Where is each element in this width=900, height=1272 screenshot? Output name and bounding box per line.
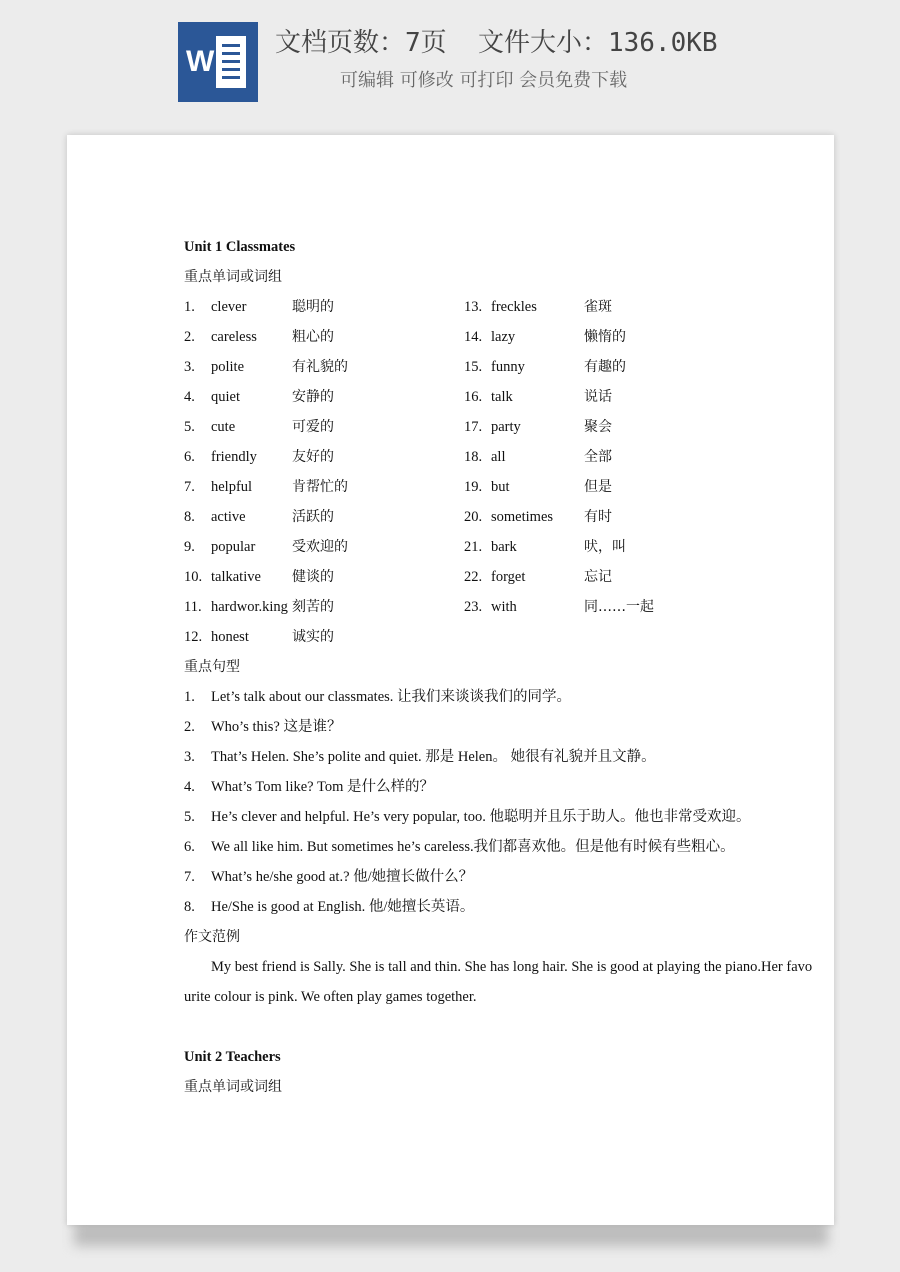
vocab-english: lazy [491, 329, 516, 345]
vocab-english: hardwor.king [211, 599, 288, 615]
vocab-chinese: 懒惰的 [584, 329, 626, 345]
vocab-number: 5. [184, 419, 195, 435]
vocab-chinese: 说话 [584, 389, 612, 405]
sentence-text: Let’s talk about our classmates. 让我们来谈谈我们的同学。 [211, 689, 572, 705]
vocab-chinese: 诚实的 [292, 629, 334, 645]
vocab-row [184, 562, 824, 592]
file-info-title: 文档页数：7页 文件大小：136.0KB [275, 28, 718, 58]
vocab-english: funny [491, 359, 525, 375]
sentence-number: 1. [184, 689, 195, 705]
vocab-english: cute [211, 419, 236, 435]
vocab-english: clever [211, 299, 247, 315]
unit2-vocab-heading: 重点单词或词组 [184, 1079, 282, 1095]
document-body [184, 232, 824, 1102]
vocab-number: 11. [184, 599, 202, 615]
vocab-list [184, 292, 824, 652]
section-spacer [184, 1012, 824, 1042]
sentence-item [184, 832, 824, 862]
vocab-chinese: 聪明的 [292, 299, 334, 315]
sentence-heading: 重点句型 [184, 659, 240, 675]
vocab-number: 21. [464, 539, 483, 555]
vocab-number: 13. [464, 299, 483, 315]
vocab-english: quiet [211, 389, 240, 405]
sentence-item [184, 862, 824, 892]
download-header [0, 0, 900, 118]
vocab-number: 23. [464, 599, 483, 615]
sentence-number: 8. [184, 899, 195, 915]
vocab-chinese: 受欢迎的 [292, 539, 348, 555]
vocab-number: 16. [464, 389, 483, 405]
vocab-row [184, 472, 824, 502]
vocab-number: 15. [464, 359, 483, 375]
vocab-row [184, 622, 824, 652]
unit2-title: Unit 2 Teachers [184, 1049, 281, 1065]
vocab-english: but [491, 479, 510, 495]
vocab-english: with [491, 599, 517, 615]
vocab-chinese: 但是 [584, 479, 612, 495]
vocab-row [184, 592, 824, 622]
vocab-number: 14. [464, 329, 483, 345]
unit1-title: Unit 1 Classmates [184, 239, 296, 255]
essay-heading: 作文范例 [184, 929, 240, 945]
vocab-number: 20. [464, 509, 483, 525]
sentence-item [184, 682, 824, 712]
vocab-number: 12. [184, 629, 203, 645]
vocab-chinese: 有趣的 [584, 359, 626, 375]
sentence-number: 3. [184, 749, 195, 765]
sentence-number: 4. [184, 779, 195, 795]
vocab-english: talkative [211, 569, 261, 585]
sentence-list [184, 682, 824, 922]
sentence-text: What’s he/she good at.? 他/她擅长做什么？ [211, 869, 474, 885]
vocab-chinese: 可爱的 [292, 419, 334, 435]
sentence-number: 7. [184, 869, 195, 885]
vocab-english: honest [211, 629, 249, 645]
vocab-chinese: 聚会 [584, 419, 612, 435]
sentence-item [184, 712, 824, 742]
vocab-row [184, 532, 824, 562]
sentence-item [184, 772, 824, 802]
sentence-text: He/She is good at English. 他/她擅长英语。 [211, 899, 475, 915]
vocab-chinese: 刻苦的 [292, 599, 334, 615]
vocab-english: forget [491, 569, 526, 585]
vocab-english: party [491, 419, 521, 435]
vocab-chinese: 有礼貌的 [292, 359, 348, 375]
sentence-text: That’s Helen. She’s polite and quiet. 那是 Helen。 她很有礼貌并且文静。 [211, 749, 656, 765]
document-page [67, 135, 834, 1225]
vocab-chinese: 活跃的 [292, 509, 334, 525]
vocab-english: careless [211, 329, 257, 345]
vocab-row [184, 442, 824, 472]
essay-paragraph: My best friend is Sally. She is tall and thin. She has long hair. She is good at playing the piano.Her favourite colour is pink. We often play games together. [184, 959, 813, 1005]
sentence-item [184, 802, 824, 832]
vocab-chinese: 安静的 [292, 389, 334, 405]
sentence-number: 6. [184, 839, 195, 855]
vocab-english: bark [491, 539, 517, 555]
vocab-number: 6. [184, 449, 195, 465]
sentence-text: What’s Tom like? Tom 是什么样的？ [211, 779, 434, 795]
vocab-number: 7. [184, 479, 195, 495]
vocab-chinese: 有时 [584, 509, 612, 525]
file-features-subtitle: 可编辑 可修改 可打印 会员免费下载 [340, 70, 628, 91]
vocab-english: friendly [211, 449, 257, 465]
vocab-row [184, 502, 824, 532]
vocab-number: 3. [184, 359, 195, 375]
vocab-number: 10. [184, 569, 203, 585]
vocab-number: 17. [464, 419, 483, 435]
vocab-row [184, 322, 824, 352]
vocab-english: talk [491, 389, 513, 405]
vocab-number: 18. [464, 449, 483, 465]
sentence-text: He’s clever and helpful. He’s very popular, too. 他聪明并且乐于助人。他也非常受欢迎。 [211, 809, 751, 825]
sentence-item [184, 742, 824, 772]
vocab-number: 4. [184, 389, 195, 405]
vocab-english: freckles [491, 299, 537, 315]
vocab-chinese: 雀斑 [584, 299, 612, 315]
vocab-chinese: 忘记 [584, 569, 612, 585]
vocab-english: all [491, 449, 506, 465]
vocab-english: sometimes [491, 509, 554, 525]
vocab-chinese: 同……一起 [584, 599, 654, 615]
vocab-number: 2. [184, 329, 195, 345]
vocab-chinese: 吠，叫 [584, 539, 626, 555]
vocab-chinese: 全部 [584, 449, 612, 465]
vocab-row [184, 352, 824, 382]
sentence-text: Who’s this? 这是谁？ [211, 719, 342, 735]
vocab-row [184, 382, 824, 412]
sentence-item [184, 892, 824, 922]
vocab-english: active [211, 509, 246, 525]
sentence-number: 5. [184, 809, 195, 825]
vocab-number: 1. [184, 299, 195, 315]
vocab-number: 9. [184, 539, 195, 555]
vocab-english: helpful [211, 479, 253, 495]
vocab-chinese: 健谈的 [292, 569, 334, 585]
vocab-chinese: 肯帮忙的 [292, 479, 348, 495]
sentence-text: We all like him. But sometimes he’s careless.我们都喜欢他。但是他有时候有些粗心。 [211, 839, 735, 855]
vocab-english: popular [211, 539, 256, 555]
vocab-number: 19. [464, 479, 483, 495]
vocab-row [184, 292, 824, 322]
vocab-number: 22. [464, 569, 483, 585]
page-shadow [74, 1222, 828, 1246]
vocab-number: 8. [184, 509, 195, 525]
word-document-icon [178, 22, 258, 102]
sentence-number: 2. [184, 719, 195, 735]
word-logo-letter: W [186, 45, 215, 78]
vocab-chinese: 友好的 [292, 449, 334, 465]
vocab-english: polite [211, 359, 245, 375]
vocab-chinese: 粗心的 [292, 329, 334, 345]
vocab-row [184, 412, 824, 442]
vocab-heading: 重点单词或词组 [184, 269, 282, 285]
